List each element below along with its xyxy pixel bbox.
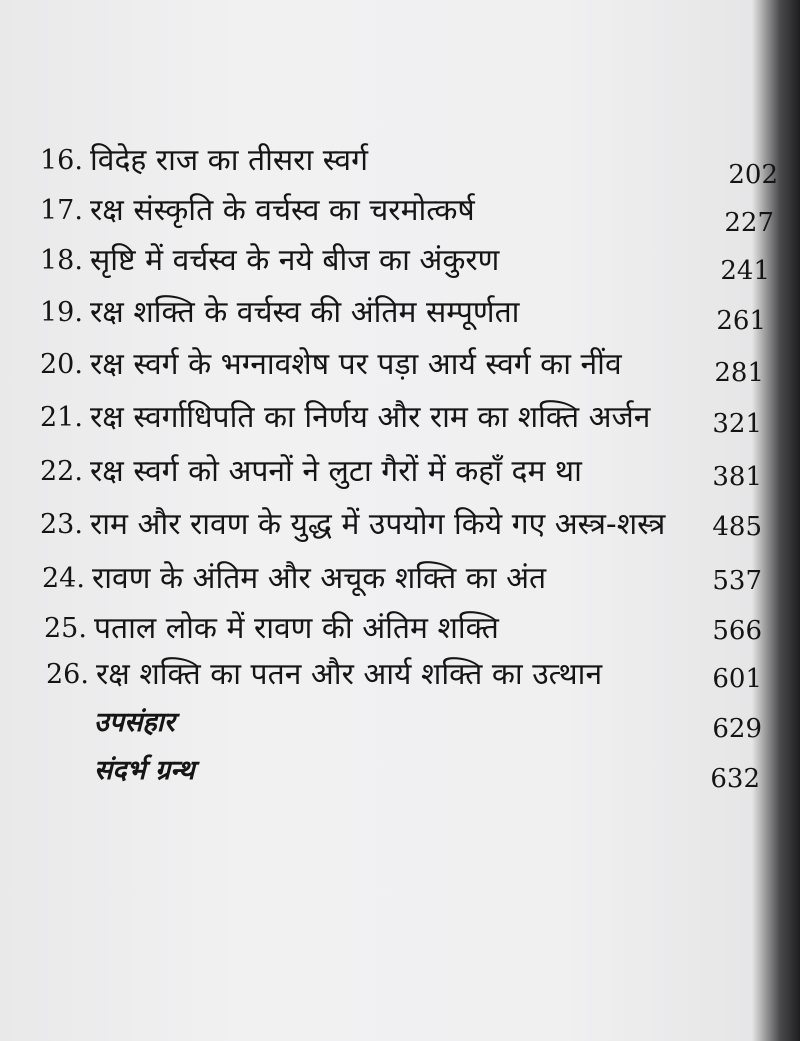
toc-entry-18: [40, 238, 772, 284]
toc-entry-21: [40, 395, 764, 441]
entry-number: 19.: [40, 297, 83, 328]
toc-entry-25: [44, 606, 764, 652]
entry-title: सृष्टि में वर्चस्व के नये बीज का अंकुरण: [90, 243, 500, 278]
entry-title: विदेह राज का तीसरा स्वर्ग: [90, 143, 368, 178]
entry-page-number: 629: [712, 714, 762, 744]
entry-page-number: 485: [712, 512, 762, 542]
toc-entry-24: [42, 556, 764, 602]
entry-title: रक्ष स्वर्ग के भग्नावशेष पर पड़ा आर्य स्वर्ग का नींव: [90, 347, 622, 382]
entry-page-number: 381: [712, 462, 762, 492]
toc-entry-16: [40, 138, 780, 190]
entry-page-number: 241: [720, 256, 770, 286]
entry-number: 18.: [40, 245, 83, 276]
toc-entry-26: [46, 652, 764, 698]
entry-title: उपसंहार: [94, 707, 175, 738]
toc-entry-epilogue: [46, 700, 764, 746]
entry-page-number: 321: [712, 409, 762, 439]
entry-number: 24.: [42, 563, 85, 594]
entry-number: 21.: [40, 402, 83, 433]
entry-title: रक्ष स्वर्ग को अपनों ने लुटा गैरों में कहाँ दम था: [90, 454, 582, 489]
entry-title: रक्ष संस्कृति के वर्चस्व का चरमोत्कर्ष: [90, 193, 475, 228]
toc-entry-22: [40, 449, 764, 495]
entry-title: रक्ष स्वर्गाधिपति का निर्णय और राम का शक्ति अर्जन: [90, 400, 651, 435]
toc-entry-20: [40, 342, 766, 388]
toc-entry-23: [40, 502, 764, 548]
entry-number: 16.: [40, 145, 83, 176]
entry-title: राम और रावण के युद्ध में उपयोग किये गए अस्त्र-शस्त्र: [90, 507, 666, 542]
entry-number: 23.: [40, 509, 83, 540]
toc-entry-19: [40, 290, 768, 336]
toc-entry-references: [46, 748, 764, 794]
entry-page-number: 261: [716, 306, 766, 336]
entry-number: 26.: [46, 659, 89, 690]
entry-page-number: 227: [724, 208, 774, 238]
entry-title: रावण के अंतिम और अचूक शक्ति का अंत: [92, 561, 547, 596]
entry-number: 17.: [40, 195, 83, 226]
entry-page-number: 537: [712, 566, 762, 596]
entry-page-number: 601: [712, 664, 762, 694]
entry-page-number: 632: [710, 764, 760, 794]
entry-title: रक्ष शक्ति का पतन और आर्य शक्ति का उत्थान: [96, 657, 603, 692]
entry-number: 22.: [40, 456, 83, 487]
entry-number: 25.: [44, 613, 87, 644]
entry-title: संदर्भ ग्रन्थ: [94, 755, 195, 786]
entry-page-number: 202: [728, 160, 778, 190]
toc-entry-17: [40, 188, 776, 238]
entry-page-number: 281: [714, 358, 764, 388]
entry-title: पताल लोक में रावण की अंतिम शक्ति: [94, 611, 499, 646]
entry-number: 20.: [40, 349, 83, 380]
entry-title: रक्ष शक्ति के वर्चस्व की अंतिम सम्पूर्णता: [90, 295, 520, 330]
entry-page-number: 566: [712, 616, 762, 646]
